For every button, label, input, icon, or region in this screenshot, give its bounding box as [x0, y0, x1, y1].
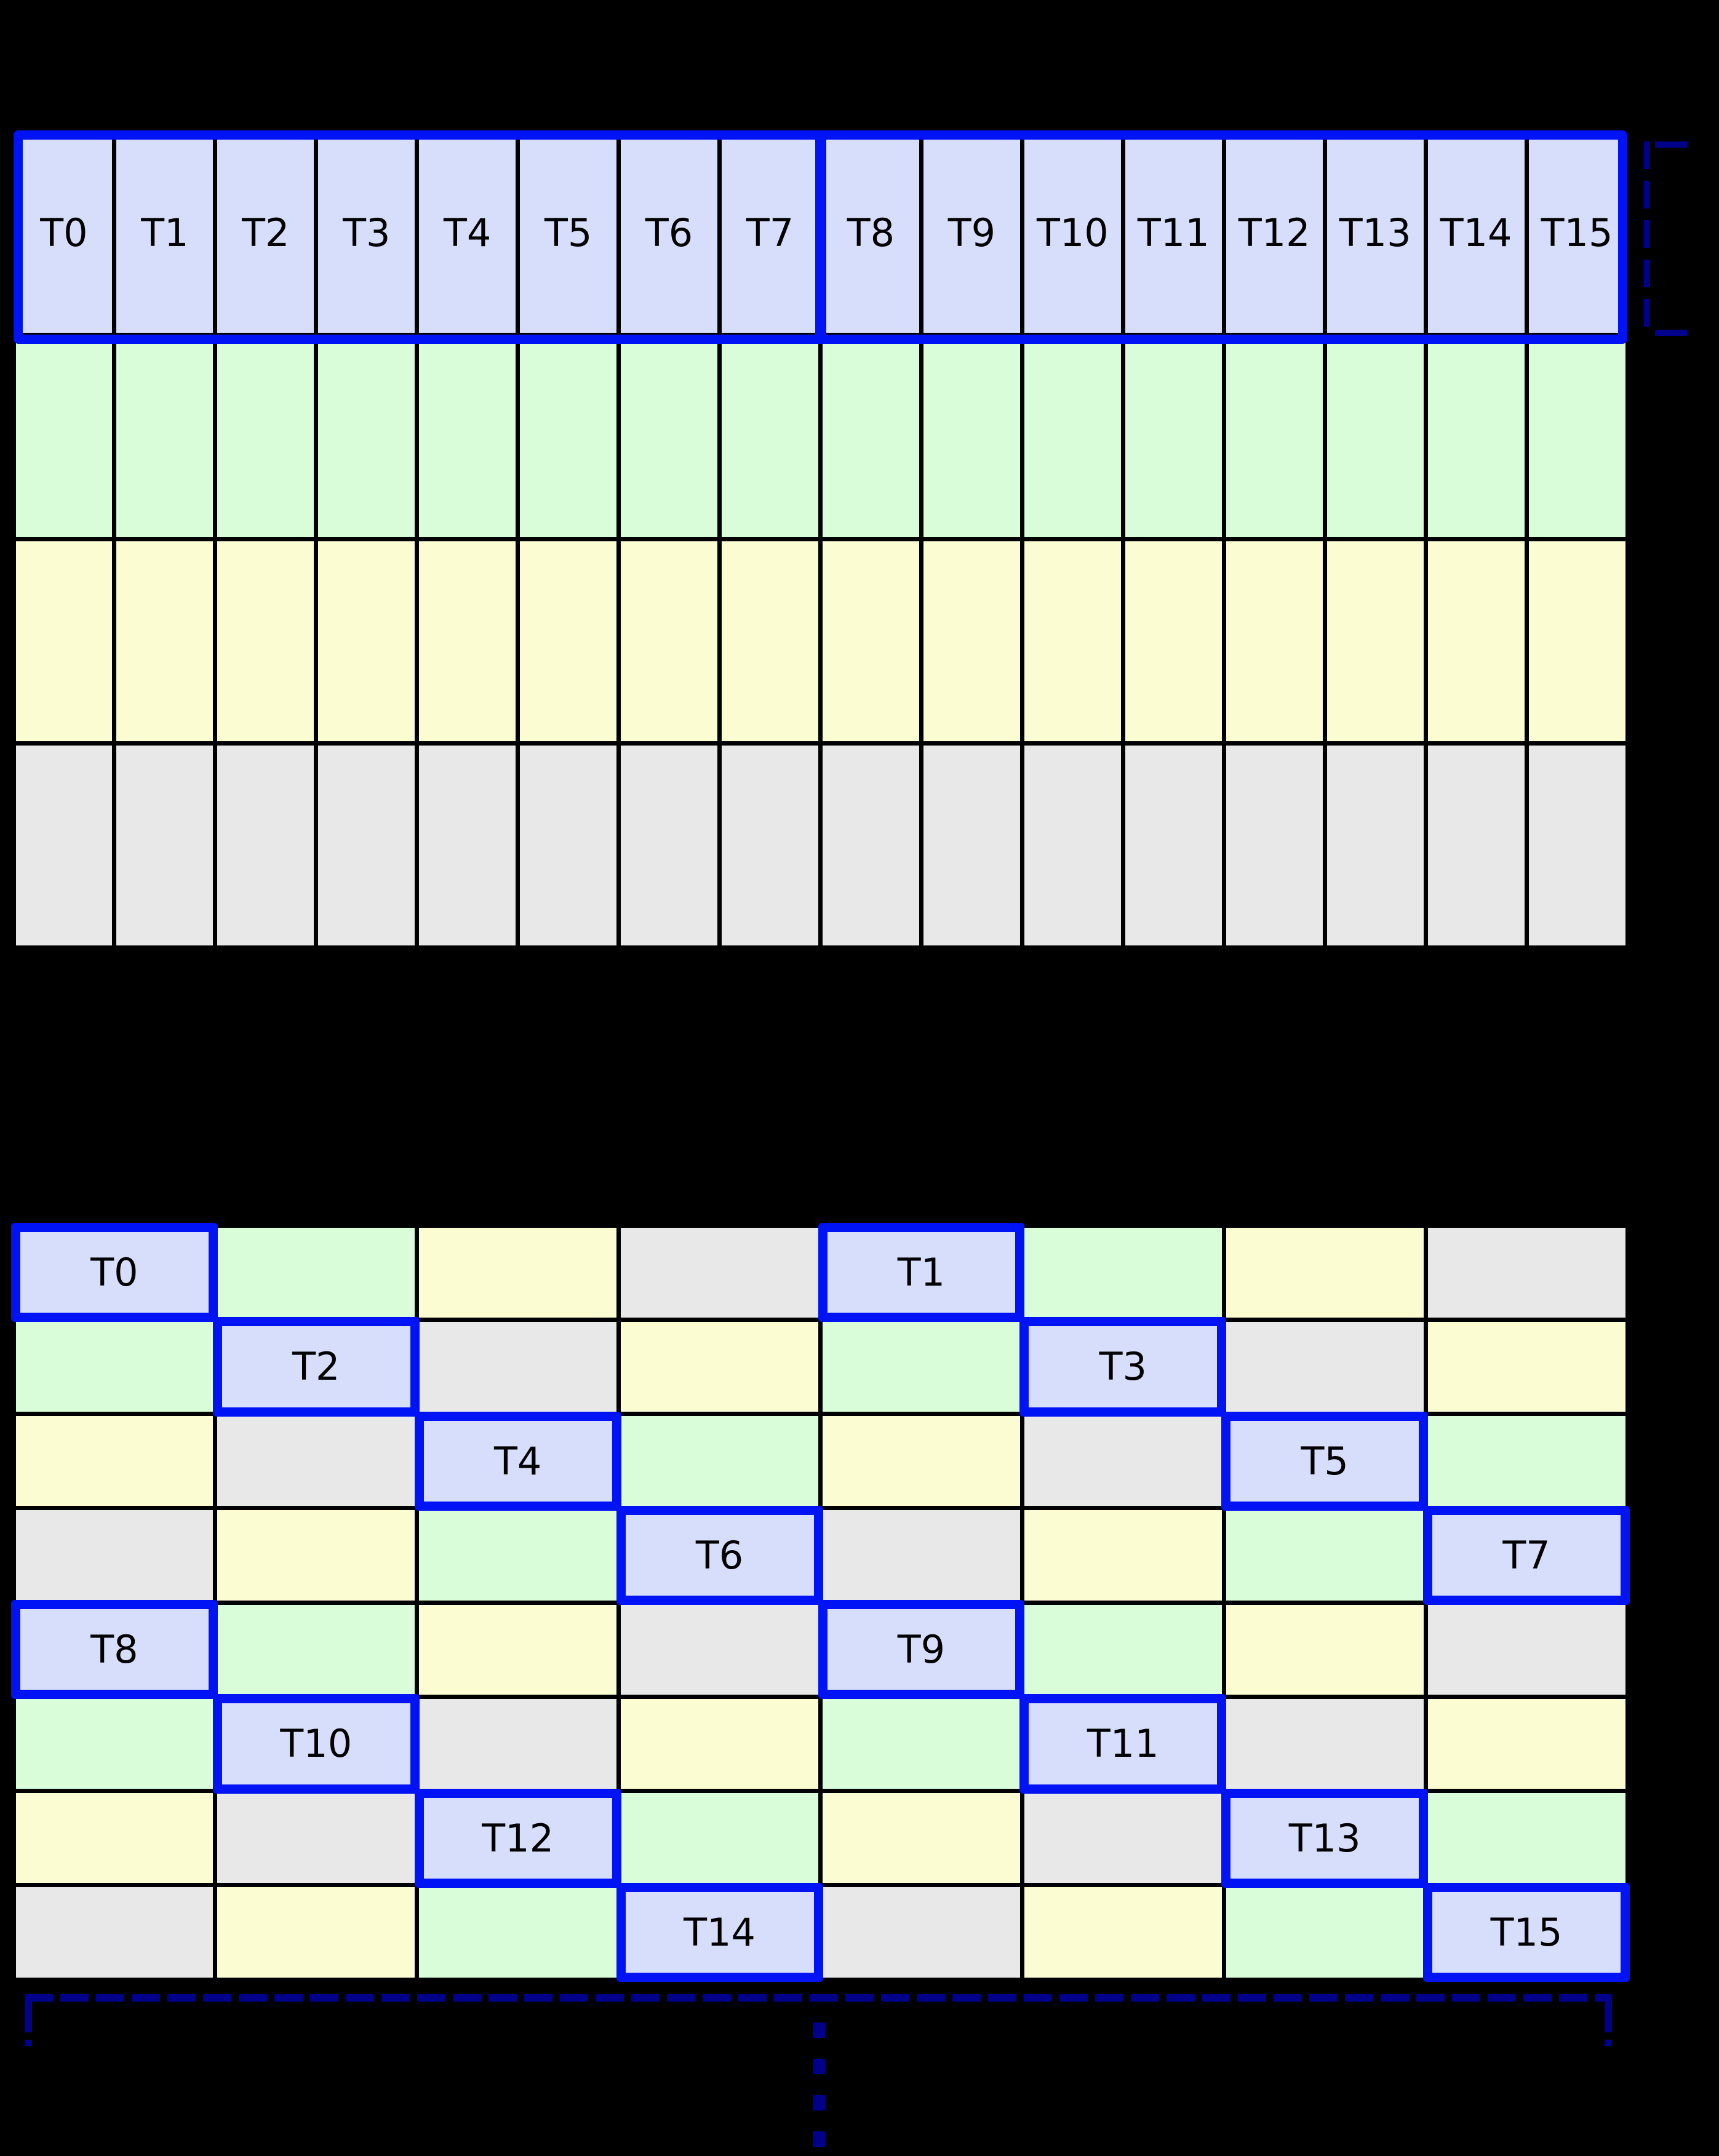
top-grid-cell-r3-c15 [1529, 746, 1625, 945]
bottom-grid-cell-r0-c7 [1428, 1228, 1625, 1318]
bottom-grid-cell-r6-c5 [1024, 1793, 1222, 1883]
bottom-grid-cell-r1-c7 [1428, 1322, 1625, 1412]
top-grid-cell-r0-c4: T4 [419, 133, 516, 333]
top-grid-cell-r3-c4 [419, 746, 516, 945]
top-grid-cell-r1-c13 [1327, 337, 1424, 537]
top-grid-cell-r0-c15: T15 [1529, 133, 1625, 333]
bottom-grid-cell-r0-c4: T1 [823, 1228, 1020, 1318]
bottom-grid-cell-r0-c2 [419, 1228, 616, 1318]
top-grid-cell-r1-c11 [1125, 337, 1222, 537]
top-grid-cell-r1-c10 [1024, 337, 1121, 537]
bottom-grid-cell-r4-c3 [621, 1605, 818, 1695]
bottom-grid-cell-r5-c5: T11 [1024, 1699, 1222, 1789]
bottom-grid-cell-r2-c3 [621, 1416, 818, 1506]
bottom-grid-cell-r7-c2 [419, 1887, 616, 1977]
top-grid-cell-r3-c13 [1327, 746, 1424, 945]
top-grid-cell-r3-c1 [116, 746, 213, 945]
bottom-grid-cell-r0-c5 [1024, 1228, 1222, 1318]
bottom-grid-cell-r5-c4 [823, 1699, 1020, 1789]
bottom-grid-cell-r6-c2: T12 [419, 1793, 616, 1883]
top-grid-cell-r1-c1 [116, 337, 213, 537]
bottom-grid-cell-r6-c6: T13 [1226, 1793, 1424, 1883]
bottom-grid-cell-r3-c1 [217, 1510, 415, 1600]
top-grid-cell-r2-c12 [1226, 541, 1323, 741]
top-grid-cell-r3-c2 [217, 746, 314, 945]
bottom-grid-cell-r1-c4 [823, 1322, 1020, 1412]
bottom-grid-cell-r4-c7 [1428, 1605, 1625, 1695]
ellipsis-dash-1 [813, 2059, 825, 2074]
bottom-grid-cell-r6-c0 [16, 1793, 213, 1883]
bottom-grid-cell-r7-c4 [823, 1887, 1020, 1977]
bottom-grid-cell-r1-c3 [621, 1322, 818, 1412]
top-grid-cell-r1-c14 [1428, 337, 1525, 537]
top-grid-cell-r3-c14 [1428, 746, 1525, 945]
span-left-tick [25, 2002, 32, 2046]
bottom-grid-cell-r5-c0 [16, 1699, 213, 1789]
top-grid-cell-r3-c3 [318, 746, 415, 945]
top-grid-cell-r2-c3 [318, 541, 415, 741]
ellipsis-dash-0 [813, 2023, 825, 2038]
top-grid-cell-r0-c8: T8 [823, 133, 919, 333]
bottom-grid-cell-r2-c2: T4 [419, 1416, 616, 1506]
bottom-grid-cell-r7-c3: T14 [621, 1887, 818, 1977]
top-grid-cell-r2-c9 [923, 541, 1020, 741]
bracket-bottom-tick [1655, 330, 1687, 336]
top-grid-cell-r2-c0 [16, 541, 113, 741]
bottom-grid-cell-r3-c4 [823, 1510, 1020, 1600]
ellipsis-dash-2 [813, 2095, 825, 2110]
bottom-grid-cell-r2-c1 [217, 1416, 415, 1506]
top-grid-cell-r2-c4 [419, 541, 516, 741]
bottom-grid-cell-r6-c1 [217, 1793, 415, 1883]
top-grid-cell-r3-c9 [923, 746, 1020, 945]
top-grid-cell-r1-c4 [419, 337, 516, 537]
bottom-grid-cell-r5-c1: T10 [217, 1699, 415, 1789]
bottom-grid-cell-r5-c3 [621, 1699, 818, 1789]
top-grid-cell-r3-c12 [1226, 746, 1323, 945]
top-grid-cell-r0-c7: T7 [722, 133, 818, 333]
top-grid-cell-r1-c6 [621, 337, 717, 537]
top-grid-cell-r2-c14 [1428, 541, 1525, 741]
top-grid-cell-r3-c10 [1024, 746, 1121, 945]
bottom-grid-cell-r7-c1 [217, 1887, 415, 1977]
top-grid-cell-r3-c11 [1125, 746, 1222, 945]
bottom-grid-cell-r2-c0 [16, 1416, 213, 1506]
row-height-bracket [1641, 141, 1688, 337]
bottom-grid-cell-r3-c0 [16, 1510, 213, 1600]
top-grid-cell-r0-c9: T9 [923, 133, 1020, 333]
top-grid-cell-r2-c10 [1024, 541, 1121, 741]
ellipsis-dash-3 [813, 2131, 825, 2147]
bottom-grid-cell-r5-c2 [419, 1699, 616, 1789]
bottom-grid-cell-r6-c4 [823, 1793, 1020, 1883]
bottom-grid-cell-r7-c5 [1024, 1887, 1222, 1977]
top-grid-cell-r2-c2 [217, 541, 314, 741]
bottom-grid-cell-r0-c3 [621, 1228, 818, 1318]
top-grid-cell-r1-c3 [318, 337, 415, 537]
bottom-grid-cell-r7-c7: T15 [1428, 1887, 1625, 1977]
bottom-grid-cell-r3-c7: T7 [1428, 1510, 1625, 1600]
bottom-grid-cell-r3-c2 [419, 1510, 616, 1600]
bottom-grid-cell-r1-c0 [16, 1322, 213, 1412]
top-grid-cell-r1-c15 [1529, 337, 1625, 537]
top-grid-cell-r2-c13 [1327, 541, 1424, 741]
top-grid-cell-r0-c5: T5 [520, 133, 616, 333]
top-grid-cell-r2-c8 [823, 541, 919, 741]
bottom-grid-cell-r1-c5: T3 [1024, 1322, 1222, 1412]
bottom-grid-cell-r2-c6: T5 [1226, 1416, 1424, 1506]
top-grid-cell-r0-c12: T12 [1226, 133, 1323, 333]
top-grid-cell-r3-c7 [722, 746, 818, 945]
top-grid-cell-r2-c1 [116, 541, 213, 741]
bottom-grid-cell-r2-c7 [1428, 1416, 1625, 1506]
top-grid-cell-r2-c15 [1529, 541, 1625, 741]
continuation-ellipsis [813, 2023, 826, 2156]
top-grid-cell-r3-c8 [823, 746, 919, 945]
bottom-grid-cell-r4-c1 [217, 1605, 415, 1695]
top-grid-cell-r0-c0: T0 [16, 133, 113, 333]
bottom-grid-cell-r4-c6 [1226, 1605, 1424, 1695]
top-grid-cell-r0-c13: T13 [1327, 133, 1424, 333]
top-grid-cell-r3-c0 [16, 746, 113, 945]
top-grid-cell-r1-c5 [520, 337, 616, 537]
top-grid-cell-r0-c11: T11 [1125, 133, 1222, 333]
top-grid-cell-r2-c7 [722, 541, 818, 741]
top-grid-cell-r1-c2 [217, 337, 314, 537]
top-grid-cell-r3-c5 [520, 746, 616, 945]
span-line-dashes [25, 1994, 1612, 2002]
bottom-grid-cell-r7-c6 [1226, 1887, 1424, 1977]
top-grid-cell-r1-c12 [1226, 337, 1323, 537]
top-grid-cell-r1-c9 [923, 337, 1020, 537]
top-grid-cell-r0-c14: T14 [1428, 133, 1525, 333]
bracket-top-tick [1655, 141, 1687, 148]
top-grid [14, 130, 1627, 947]
bottom-grid-cell-r6-c7 [1428, 1793, 1625, 1883]
bottom-grid-cell-r6-c3 [621, 1793, 818, 1883]
bracket-vertical-dashes [1644, 141, 1650, 336]
top-grid-cell-r0-c1: T1 [116, 133, 213, 333]
bottom-grid-cell-r4-c5 [1024, 1605, 1222, 1695]
top-grid-cell-r0-c2: T2 [217, 133, 314, 333]
top-grid-cell-r2-c11 [1125, 541, 1222, 741]
top-grid-cell-r1-c0 [16, 337, 113, 537]
bottom-grid [14, 1225, 1627, 1979]
top-grid-cell-r2-c5 [520, 541, 616, 741]
top-grid-cell-r0-c10: T10 [1024, 133, 1121, 333]
bottom-grid-cell-r0-c1 [217, 1228, 415, 1318]
bottom-grid-cell-r5-c6 [1226, 1699, 1424, 1789]
bottom-grid-cell-r4-c4: T9 [823, 1605, 1020, 1695]
bottom-grid-cell-r0-c0: T0 [16, 1228, 213, 1318]
bottom-grid-cell-r7-c0 [16, 1887, 213, 1977]
bottom-grid-cell-r3-c3: T6 [621, 1510, 818, 1600]
bottom-grid-cell-r3-c5 [1024, 1510, 1222, 1600]
bottom-grid-cell-r4-c0: T8 [16, 1605, 213, 1695]
span-right-tick [1605, 2002, 1612, 2046]
bottom-grid-cell-r2-c5 [1024, 1416, 1222, 1506]
bottom-grid-cell-r0-c6 [1226, 1228, 1424, 1318]
top-grid-cell-r0-c3: T3 [318, 133, 415, 333]
bottom-grid-cell-r5-c7 [1428, 1699, 1625, 1789]
top-grid-cell-r0-c6: T6 [621, 133, 717, 333]
bottom-grid-cell-r2-c4 [823, 1416, 1020, 1506]
top-grid-cell-r3-c6 [621, 746, 717, 945]
bottom-grid-cell-r4-c2 [419, 1605, 616, 1695]
bottom-grid-cell-r1-c1: T2 [217, 1322, 415, 1412]
bottom-grid-cell-r3-c6 [1226, 1510, 1424, 1600]
top-grid-cell-r2-c6 [621, 541, 717, 741]
top-grid-cell-r1-c8 [823, 337, 919, 537]
top-grid-cell-r1-c7 [722, 337, 818, 537]
bottom-grid-cell-r1-c2 [419, 1322, 616, 1412]
bottom-grid-cell-r1-c6 [1226, 1322, 1424, 1412]
